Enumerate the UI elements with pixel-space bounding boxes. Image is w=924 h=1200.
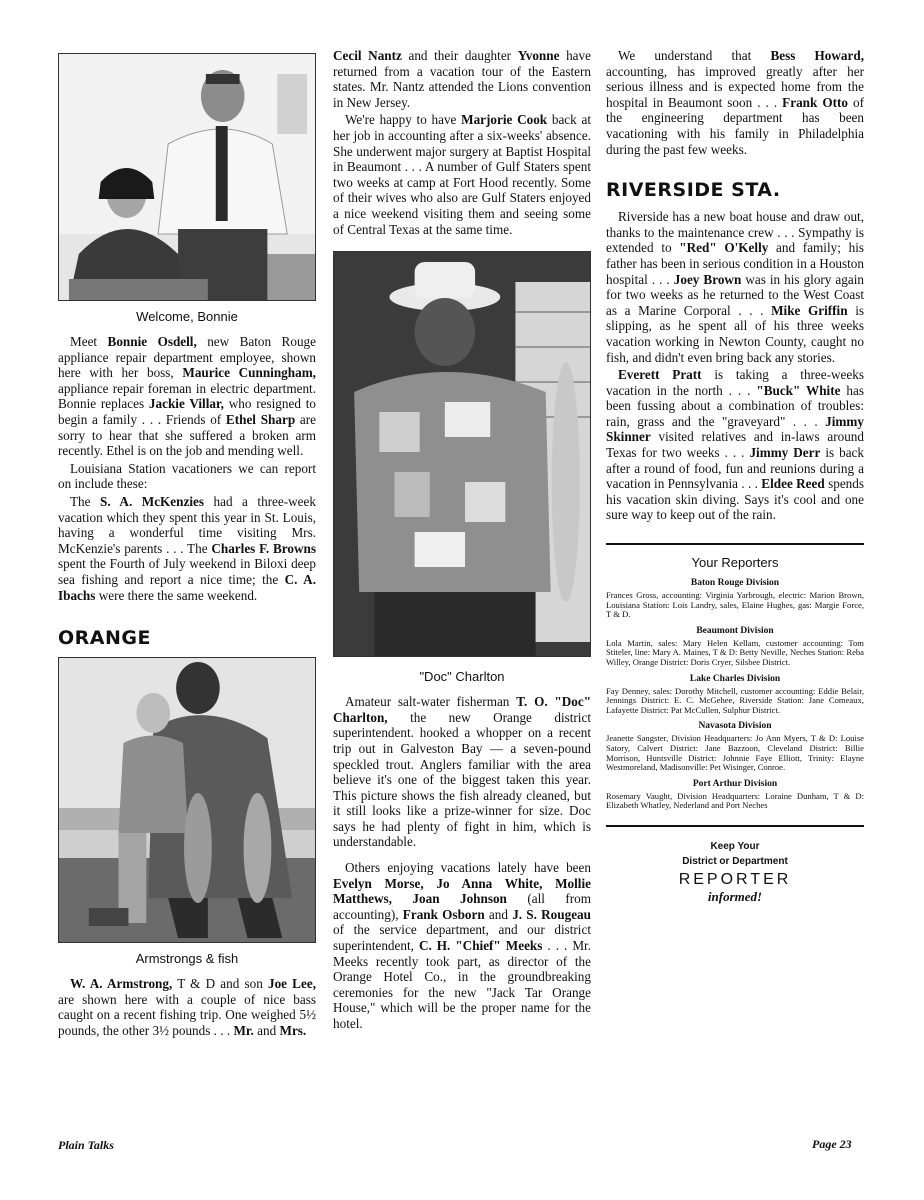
article-paragraph: W. A. Armstrong, T & D and son Joe Lee, are shown here with a couple of nice bass caught on a recent fishing trip. One weighed 5½ pounds, the other 3½ pounds . . . Mr. and Mrs. [58, 976, 316, 1038]
division-reporters: Rosemary Vaught, Division Headquarters: Loraine Dunham, T & D: Elizabeth Whatley, Nederland and Port Neches [606, 790, 864, 811]
division-title: Navasota Division [698, 721, 772, 732]
column-1 [58, 48, 316, 1040]
article-paragraph: Others enjoying vacations lately have been Evelyn Morse, Jo Anna White, Mollie Matthews, Joan Johnson (all from accounting), Frank Osborn and J. S. Rougeau of the service department, and our district superintendent, C. H. "Chief" Meeks . . . Mr. Meeks recently took part, as director of the Orange Hotel Co., in the groundbreaking ceremonies for the new "Jack Tar Orange House," which will be the proper name for the hotel. [333, 860, 592, 1031]
keep-line: informed! [707, 888, 763, 904]
keep-line: Keep Your [710, 840, 760, 852]
article-paragraph: Cecil Nantz and their daughter Yvonne have returned from a vacation tour of the Eastern states. Mr. Nantz attended the Lions convention in New Jersey. [333, 48, 591, 110]
keep-line: District or Department [682, 855, 788, 867]
article-paragraph: Louisiana Station vacationers we can report on include these: [58, 460, 316, 492]
article-paragraph: We're happy to have Marjorie Cook back at her job in accounting after a six-weeks' absence. She underwent major surgery at Baptist Hospital in Beaumont . . . A number of Gulf Staters spent two weeks at camp at Fort Hood recently. Some of their wives who also are Gulf Staters enjoyed a nice weekend visiting them and seeing some of Central Texas at the same time. [333, 112, 591, 237]
keep-reporter-box [606, 841, 864, 905]
photo-bonnie-maurice [58, 53, 316, 301]
divider [606, 543, 864, 545]
division-reporters: Jeanette Sangster, Division Headquarters: Jo Ann Myers, T & D: Louise Satory, Calvert District: Jane Bazzoon, Cleveland District: Billie Morrison, Huntsville District: Johnnie Faye Elliott, Trinity: Elayne Westmoreland, Madisonville: Pet Wisinger, Conroe. [606, 733, 864, 773]
division-title: Lake Charles Division [689, 673, 781, 684]
keep-line: REPORTER [678, 870, 792, 888]
division-title: Baton Rouge Division [690, 578, 780, 589]
article-paragraph: Riverside has a new boat house and draw out, thanks to the maintenance crew . . . Sympathy is extended to "Red" O'Kelly and family; his father has been in serious condition in a Houston hospital . . . Joey Brown was in his glory again for two weeks as he returned to the West Coast as a Marine Corporal . . . Mike Griffin is slipping, as he spent all of his three weeks vacation working in Newton County, caught no fish, and didn't even bring back any stories. [606, 209, 864, 365]
section-heading: ORANGE [58, 627, 151, 650]
section-heading: RIVERSIDE STA. [606, 179, 781, 202]
division-reporters: Frances Gross, accounting: Virginia Yarbrough, electric: Marion Brown, Louisiana Station: Lois Landry, sales, Elaine Hughes, gas: Margie Force, T & D. [606, 590, 864, 620]
footer-publication: Plain Talks [58, 1138, 114, 1152]
photo-doc-charlton [333, 251, 591, 657]
article-paragraph: Amateur salt-water fisherman T. O. "Doc" Charlton, the new Orange district superintendent. hooked a whopper on a recent trip out in Galveston Bay — a seven-pound speckled trout. Anglers familiar with the area believe it's one of the biggest taken this year. This picture shows the fish already cleaned, but it still looks like a prize-winner for size. Doc says he had plenty of fight in him, which is understandable. [333, 694, 592, 850]
photo-caption: Welcome, Bonnie [136, 309, 238, 324]
photo-armstrongs [58, 657, 316, 943]
column-3 [606, 48, 864, 905]
division-reporters: Lola Martin, sales: Mary Helen Kellam, customer accounting: Tom Stiteler, line: Mary A. Maines, T & D: Betty Neville, Neches Station: Reba Willey, Orange District: Doris Cryer, Silsbee District. [606, 637, 864, 667]
article-paragraph: Meet Bonnie Osdell, new Baton Rouge appliance repair department employee, shown here with her boss, Maurice Cunningham, appliance repair foreman in electric department. Bonnie replaces Jackie Villar, who resigned to begin a family . . . Friends of Ethel Sharp are sorry to hear that she suffered a broken arm recently. Ethel is on the job and mending well. [58, 334, 316, 459]
article-paragraph: We understand that Bess Howard, accounting, has improved greatly after her serious illness and is expected home from the hospital in Beaumont soon . . . Frank Otto of the engineering department has been vacationing with his family in Philadelphia during the past few weeks. [606, 48, 864, 157]
footer-page-number: Page 23 [812, 1137, 852, 1151]
division-title: Port Arthur Division [692, 778, 778, 789]
article-paragraph: Everett Pratt is taking a three-weeks vacation in the north . . . "Buck" White has been fussing about a combination of troubles: rain, grass and the "graveyard" . . . Jimmy Skinner visited relatives and in-laws around Texas for two weeks . . . Jimmy Derr is back after a round of food, fun and reunions during a vacation in Pennsylvania . . . Eldee Reed spends his vacation skin diving. Says it's cool and one sure way to keep out of the rain. [606, 367, 865, 523]
divider [606, 825, 864, 827]
column-2 [333, 48, 591, 1034]
reporters-title: Your Reporters [691, 555, 779, 571]
reporters-list [606, 578, 864, 811]
article-paragraph: The S. A. McKenzies had a three-week vacation which they spent this year in St. Louis, having a wonderful time visiting Mrs. McKenzie's parents . . . The Charles F. Browns spent the Fourth of July weekend in Biloxi deep sea fishing and report a nice time; the C. A. Ibachs were there the same weekend. [58, 493, 317, 603]
division-title: Beaumont Division [696, 625, 774, 636]
division-reporters: Fay Denney, sales: Dorothy Mitchell, customer accounting: Eddie Belair, Jennings District: E. C. McGehee, Riverside Station: Jane Comeaux, Lafayette District: Pat McCullen, Sulphur District. [606, 685, 864, 715]
photo-caption: "Doc" Charlton [419, 669, 505, 685]
photo-caption: Armstrongs & fish [135, 951, 239, 967]
